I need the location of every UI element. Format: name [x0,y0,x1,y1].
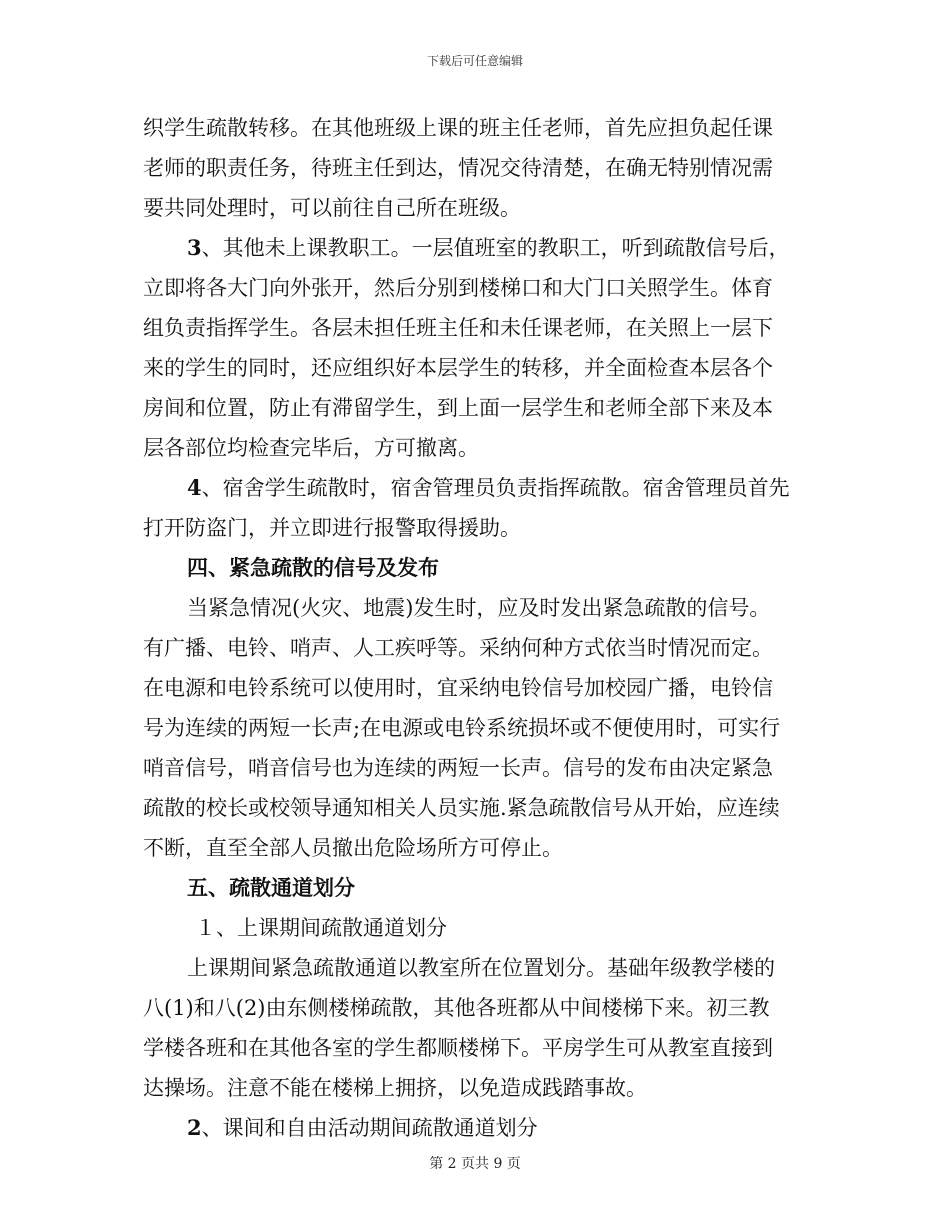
text-line: 打开防盗门，并立即进行报警取得援助。 [143,516,521,540]
item-number: 3 [187,235,202,260]
text-line: 层各部位均检查完毕后，方可撤离。 [143,436,479,460]
heading-text: 五、疏散通道划分 [187,875,355,900]
heading-text: 四、紧急疏散的信号及发布 [187,555,439,580]
paragraph-class-period [143,948,805,1108]
item-text: 、宿舍学生疏散时，宿舍管理员负责指挥疏散。宿舍管理员首先 [201,476,790,500]
item-text: 、其他未上课教职工。一层值班室的教职工，听到疏散信号后， [201,236,790,260]
text-line: 八(1)和八(2)由东侧楼梯疏散，其他各班都从中间楼梯下来。初三教 [143,996,770,1020]
page-footer: 第 2 页共 9 页 [429,1156,521,1172]
text-line: 不断，直至全部人员撤出危险场所方可停止。 [143,836,563,860]
text-line: 学楼各班和在其他各室的学生都顺楼梯下。平房学生可从教室直接到 [143,1036,773,1060]
text-line: 立即将各大门向外张开，然后分别到楼梯口和大门口关照学生。体育 [143,276,773,300]
paragraph-signal [143,588,805,868]
text-line: 号为连续的两短一长声;在电源或电铃系统损坏或不便使用时，可实行 [143,716,781,740]
text-line: 当紧急情况(火灾、地震)发生时，应及时发出紧急疏散的信号。 [187,596,771,620]
text-line [143,1108,805,1148]
text-line: 达操场。注意不能在楼梯上拥挤，以免造成践踏事故。 [143,1076,647,1100]
subheading-2 [143,1108,805,1148]
text-line: 上课期间紧急疏散通道以教室所在位置划分。基础年级教学楼的 [187,956,775,980]
item-text: 、课间和自由活动期间疏散通道划分 [201,1116,538,1140]
text-line: 哨音信号，哨音信号也为连续的两短一长声。信号的发布由决定紧急 [143,756,773,780]
text-line: 房间和位置，防止有滞留学生，到上面一层学生和老师全部下来及本 [143,396,773,420]
text-line: 疏散的校长或校领导通知相关人员实施.紧急疏散信号从开始，应连续 [143,796,780,820]
subheading-text: １、上课期间疏散通道划分 [195,916,447,940]
section-heading-5 [143,868,805,908]
item-number: 2 [187,1115,202,1140]
item-number: 4 [187,475,202,500]
text-line: 要共同处理时，可以前往自己所在班级。 [143,196,521,220]
text-line: 来的学生的同时，还应组织好本层学生的转移，并全面检查本层各个 [143,356,773,380]
paragraph-class-teacher [143,108,805,228]
text-line: 组负责指挥学生。各层未担任班主任和未任课老师，在关照上一层下 [143,316,773,340]
text-line: 有广播、电铃、哨声、人工疾呼等。采纳何种方式依当时情况而定。 [143,636,773,660]
document-body [143,108,805,1148]
text-line [143,468,805,508]
page-header: 下载后可任意编辑 [426,54,523,68]
section-heading-4 [143,548,805,588]
text-line: 老师的职责任务，待班主任到达，情况交待清楚，在确无特别情况需 [143,156,773,180]
text-line: 在电源和电铃系统可以使用时，宜采纳电铃信号加校园广播，电铃信 [143,676,773,700]
paragraph-item-4 [143,468,805,548]
paragraph-item-3 [143,228,805,468]
subheading-1 [143,908,805,948]
text-line: 织学生疏散转移。在其他班级上课的班主任老师，首先应担负起任课 [143,116,773,140]
text-line [143,228,805,268]
